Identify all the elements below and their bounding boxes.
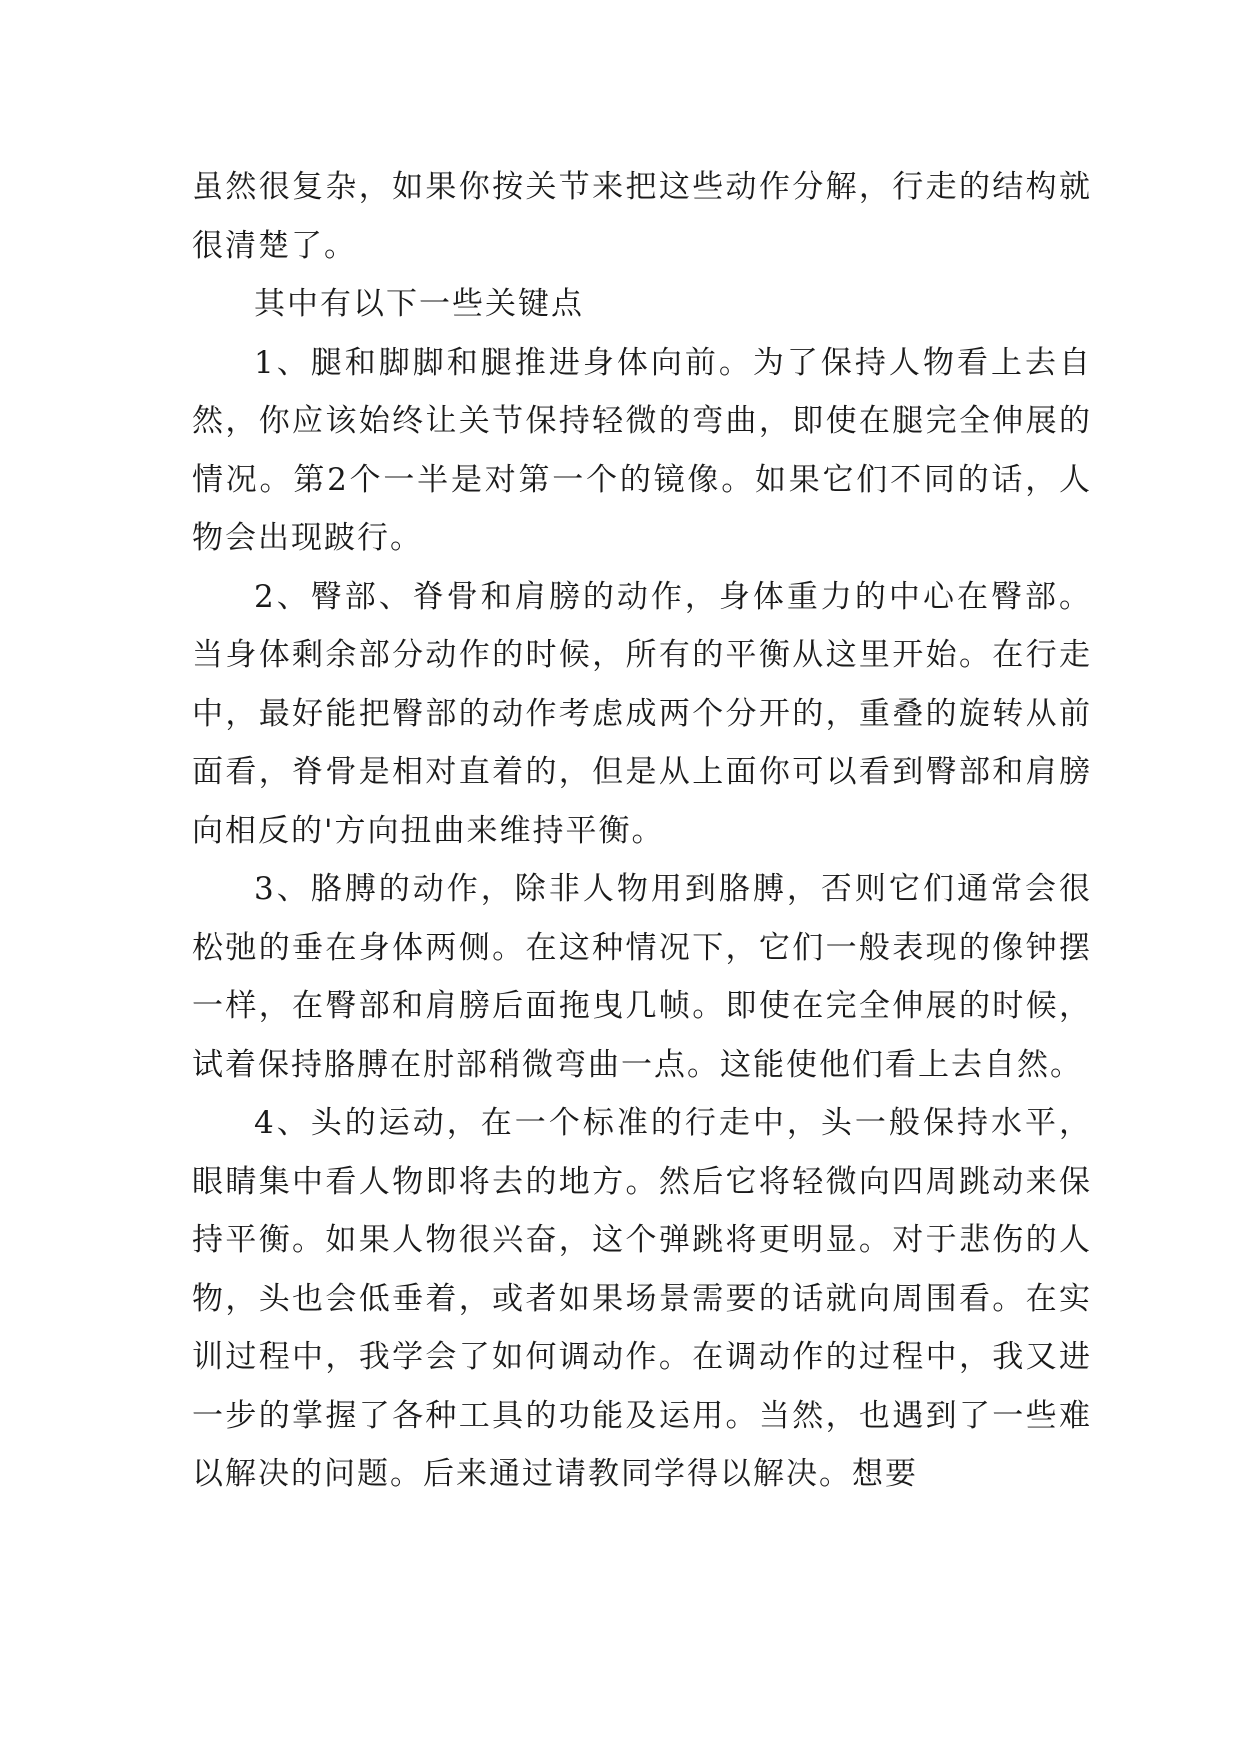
paragraph-point-2-hips-spine: 2、臀部、脊骨和肩膀的动作，身体重力的中心在臀部。当身体剩余部分动作的时候，所有的平衡从这里开始。在行走中，最好能把臀部的动作考虑成两个分开的，重叠的旋转从前面看，脊骨是相对直着的，但是从上面你可以看到臀部和肩膀向相反的'方向扭曲来维持平衡。 <box>192 578 1092 849</box>
paragraph-point-4-head: 4、头的运动，在一个标准的行走中，头一般保持水平，眼睛集中看人物即将去的地方。然后它将轻微向四周跳动来保持平衡。如果人物很兴奋，这个弹跳将更明显。对于悲伤的人物，头也会低垂着，或者如果场景需要的话就向周围看。在实训过程中，我学会了如何调动作。在调动作的过程中，我又进一步的掌握了各种工具的功能及运用。当然，也遇到了一些难以解决的问题。后来通过请教同学得以解决。想要 <box>192 1105 1092 1492</box>
paragraph-point-3-arms: 3、胳膊的动作，除非人物用到胳膊，否则它们通常会很松弛的垂在身体两侧。在这种情况下，它们一般表现的像钟摆一样，在臀部和肩膀后面拖曳几帧。即使在完全伸展的时候，试着保持胳膊在肘部稍微弯曲一点。这能使他们看上去自然。 <box>192 871 1092 1083</box>
paragraph-point-1-legs: 1、腿和脚脚和腿推进身体向前。为了保持人物看上去自然，你应该始终让关节保持轻微的弯曲，即使在腿完全伸展的情况。第2个一半是对第一个的镜像。如果它们不同的话，人物会出现跛行。 <box>192 344 1092 556</box>
document-body <box>192 158 1092 1504</box>
paragraph-key-points-intro: 其中有以下一些关键点 <box>254 286 584 322</box>
paragraph-continuation: 虽然很复杂，如果你按关节来把这些动作分解，行走的结构就很清楚了。 <box>192 169 1092 264</box>
